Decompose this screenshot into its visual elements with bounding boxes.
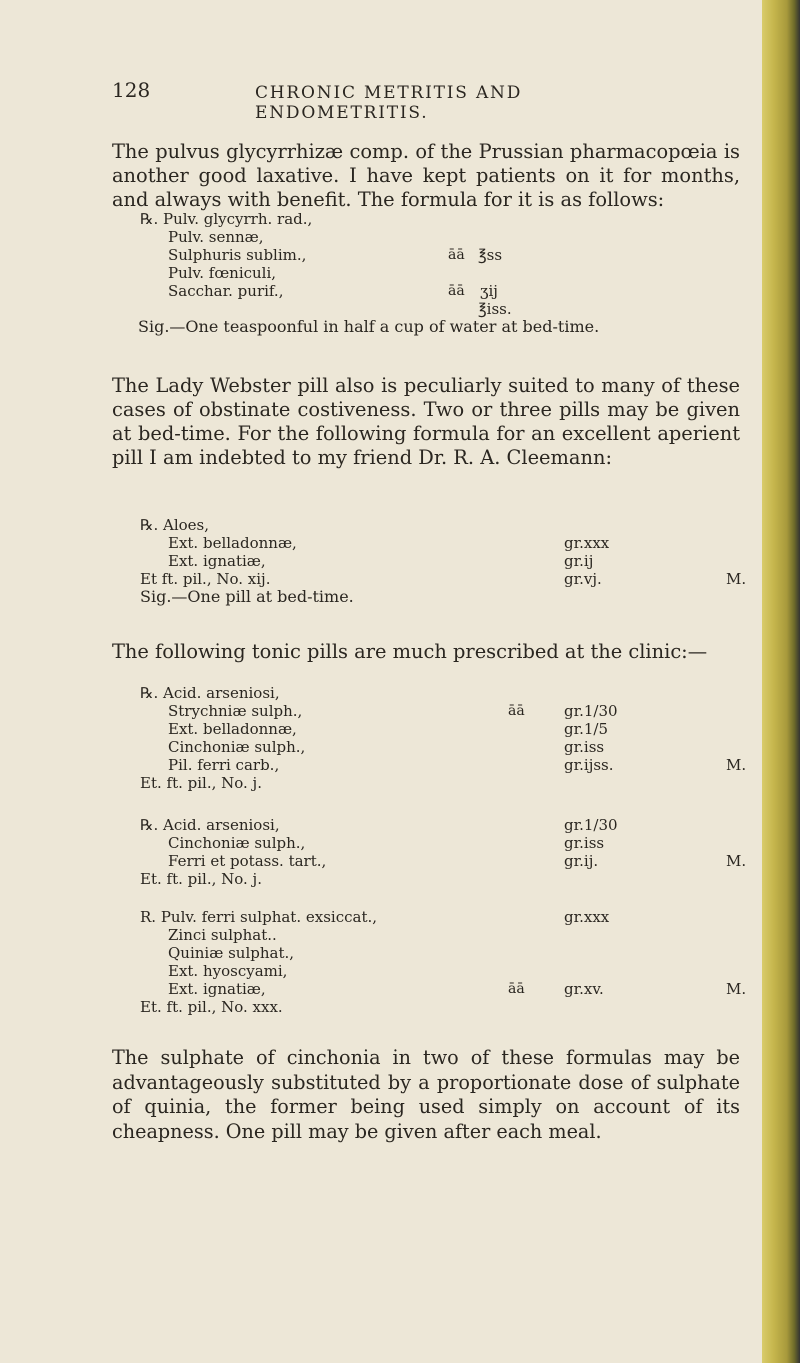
rx5-line-2: Zinci sulphat.. bbox=[168, 926, 277, 944]
rx1-sig: Sig.—One teaspoonful in half a cup of water at bed-time. bbox=[138, 317, 600, 336]
rx4-amount-2: gr.iss bbox=[564, 834, 605, 852]
rx1-line-4: Pulv. fœniculi, bbox=[168, 264, 277, 282]
rx3-line-1: ℞. Acid. arseniosi, bbox=[140, 684, 280, 702]
book-page-edge bbox=[762, 0, 800, 1363]
rx2-amount-2: gr.ij bbox=[564, 552, 594, 570]
rx3-line-4: Cinchoniæ sulph., bbox=[168, 738, 306, 756]
page-number: 128 bbox=[112, 78, 151, 102]
rx4-amount-1: gr.1/30 bbox=[564, 816, 618, 834]
running-title: CHRONIC METRITIS AND ENDOMETRITIS. bbox=[255, 83, 523, 123]
rx3-line-5: Pil. ferri carb., bbox=[168, 756, 280, 774]
rx5-line-6: Et. ft. pil., No. xxx. bbox=[140, 998, 283, 1016]
paragraph-3: The following tonic pills are much prescribed at the clinic:— bbox=[112, 640, 708, 663]
rx3-line-6: Et. ft. pil., No. j. bbox=[140, 774, 262, 792]
rx5-m: M. bbox=[726, 980, 747, 998]
rx2-m: M. bbox=[726, 570, 747, 588]
rx3-amount-4: gr.ijss. bbox=[564, 756, 614, 774]
rx1-line-5: Sacchar. purif., bbox=[168, 282, 284, 300]
rx2-line-3: Ext. ignatiæ, bbox=[168, 552, 266, 570]
rx1-aa-2: āā bbox=[448, 283, 465, 299]
rx4-line-2: Cinchoniæ sulph., bbox=[168, 834, 306, 852]
rx1-line-2: Pulv. sennæ, bbox=[168, 228, 264, 246]
rx1-aa-1: āā bbox=[448, 247, 465, 263]
rx2-line-2: Ext. belladonnæ, bbox=[168, 534, 297, 552]
rx1-amount-2: ʒij bbox=[480, 282, 498, 300]
rx4-line-1: ℞. Acid. arseniosi, bbox=[140, 816, 280, 834]
rx4-amount-3: gr.ij. bbox=[564, 852, 599, 870]
rx2-line-1: ℞. Aloes, bbox=[140, 516, 209, 534]
prescription-3 bbox=[140, 684, 747, 792]
paragraph-2: The Lady Webster pill also is peculiarly suited to many of these cases of obstinate costiveness. Two or three pills may be given at bed-time. For the following formula for an excellent aperient pill I am indebted to my friend Dr. R. A. Cleemann: bbox=[112, 374, 740, 469]
paragraph-4: The sulphate of cinchonia in two of these formulas may be advantageously substituted by a proportionate dose of sulphate of quinia, the former being used simply on account of its cheapness. One pill may be given after each meal. bbox=[112, 1046, 740, 1143]
rx5-amount-1: gr.xxx bbox=[564, 908, 610, 926]
rx3-amount-2: gr.1/5 bbox=[564, 720, 609, 738]
rx5-line-1: R. Pulv. ferri sulphat. exsiccat., bbox=[140, 908, 378, 926]
rx5-line-4: Ext. hyoscyami, bbox=[168, 962, 288, 980]
rx4-line-4: Et. ft. pil., No. j. bbox=[140, 870, 262, 888]
rx2-sig: Sig.—One pill at bed-time. bbox=[140, 587, 354, 606]
rx3-amount-3: gr.iss bbox=[564, 738, 605, 756]
rx3-line-2: Strychniæ sulph., bbox=[168, 702, 303, 720]
rx3-aa: āā bbox=[508, 703, 525, 719]
rx4-line-3: Ferri et potass. tart., bbox=[168, 852, 327, 870]
rx1-line-1: ℞. Pulv. glycyrrh. rad., bbox=[140, 210, 313, 228]
rx5-line-5: Ext. ignatiæ, bbox=[168, 980, 266, 998]
rx1-line-3: Sulphuris sublim., bbox=[168, 246, 307, 264]
prescription-5 bbox=[140, 908, 747, 1016]
rx1-amount-3: ℥iss. bbox=[478, 300, 512, 318]
rx4-m: M. bbox=[726, 852, 747, 870]
prescription-1 bbox=[140, 210, 740, 336]
prescription-4 bbox=[140, 816, 747, 888]
rx5-amount-2: gr.xv. bbox=[564, 980, 604, 998]
rx2-line-4: Et ft. pil., No. xij. bbox=[140, 570, 271, 588]
prescription-2 bbox=[140, 516, 747, 606]
rx3-amount-1: gr.1/30 bbox=[564, 702, 618, 720]
rx5-aa: āā bbox=[508, 981, 525, 997]
rx5-line-3: Quiniæ sulphat., bbox=[168, 944, 295, 962]
page-header bbox=[112, 78, 702, 123]
rx2-amount-1: gr.xxx bbox=[564, 534, 610, 552]
rx3-m: M. bbox=[726, 756, 747, 774]
rx1-amount-1: ℥ss bbox=[478, 246, 503, 264]
rx2-amount-3: gr.vj. bbox=[564, 570, 602, 588]
rx3-line-3: Ext. belladonnæ, bbox=[168, 720, 297, 738]
paragraph-1: The pulvus glycyrrhizæ comp. of the Prussian pharmacopœia is another good laxative. I have kept patients on it for months, and always with benefit. The formula for it is as follows: bbox=[112, 140, 740, 211]
